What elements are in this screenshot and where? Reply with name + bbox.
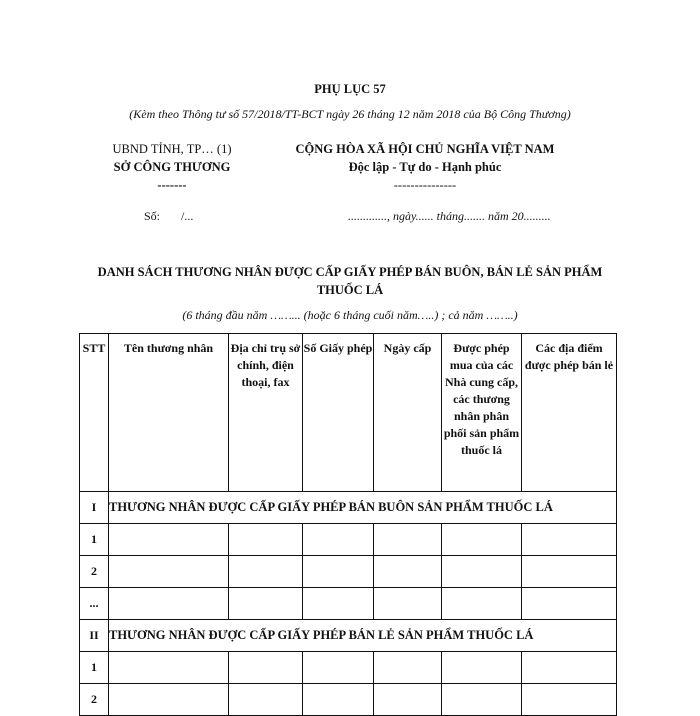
section-label: THƯƠNG NHÂN ĐƯỢC CẤP GIẤY PHÉP BÁN LẺ SẢN PHẨM THUỐC LÁ: [109, 620, 617, 652]
col-header-stt: STT: [80, 334, 109, 492]
table-row: [80, 588, 617, 620]
reporting-period: (6 tháng đầu năm ……... (hoặc 6 tháng cuối năm…..) ; cả năm ……..): [182, 308, 518, 322]
col-header-issue-date: Ngày cấp: [374, 334, 442, 492]
motto-divider: ---------------: [393, 178, 457, 192]
row-stt: 2: [80, 556, 109, 588]
document-date: ............., ngày...... tháng....... năm 20.........: [348, 209, 551, 223]
table-row: [80, 524, 617, 556]
motto: Độc lập - Tự do - Hạnh phúc: [348, 160, 502, 174]
section-row-wholesale: [80, 492, 617, 524]
col-header-license-number: Số Giấy phép: [303, 334, 374, 492]
col-header-address: Địa chỉ trụ sở chính, điện thoại, fax: [229, 334, 303, 492]
col-header-trader-name: Tên thương nhân: [109, 334, 229, 492]
section-stt: II: [80, 620, 109, 652]
authority-department-line: SỞ CÔNG THƯƠNG: [113, 160, 231, 174]
authority-province-line: UBND TỈNH, TP… (1): [112, 142, 232, 156]
national-motto-block: [270, 140, 580, 194]
section-row-retail: [80, 620, 617, 652]
country-name: CỘNG HÒA XÃ HỘI CHỦ NGHĨA VIỆT NAM: [295, 142, 555, 156]
issuing-authority-block: [92, 140, 252, 194]
row-stt: 2: [80, 684, 109, 716]
appendix-subtitle: (Kèm theo Thông tư số 57/2018/TT-BCT ngày 26 tháng 12 năm 2018 của Bộ Công Thương): [129, 107, 571, 121]
section-stt: I: [80, 492, 109, 524]
table-row: [80, 652, 617, 684]
col-header-retail-locations: Các địa điểm được phép bán lẻ: [522, 334, 617, 492]
table-row: [80, 556, 617, 588]
row-stt: ...: [80, 588, 109, 620]
authority-divider: -------: [157, 178, 187, 192]
table-header-row: [80, 334, 617, 492]
section-label: THƯƠNG NHÂN ĐƯỢC CẤP GIẤY PHÉP BÁN BUÔN SẢN PHẨM THUỐC LÁ: [109, 492, 617, 524]
document-title: DANH SÁCH THƯƠNG NHÂN ĐƯỢC CẤP GIẤY PHÉP BÁN BUÔN, BÁN LẺ SẢN PHẨM THUỐC LÁ: [97, 265, 603, 297]
license-table: [79, 333, 617, 716]
document-number: Số: /...: [144, 209, 194, 223]
col-header-suppliers: Được phép mua của các Nhà cung cấp, các thương nhân phân phối sản phẩm thuốc lá: [442, 334, 522, 492]
appendix-title: PHỤ LỤC 57: [314, 82, 386, 96]
row-stt: 1: [80, 524, 109, 556]
row-stt: 1: [80, 652, 109, 684]
